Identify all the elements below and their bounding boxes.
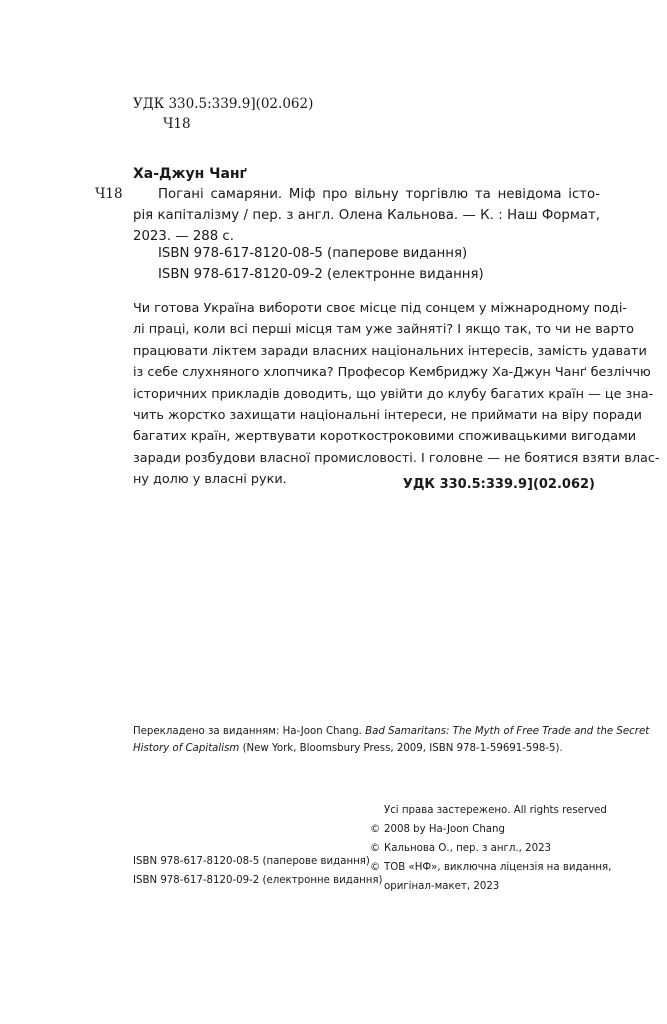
catalog-author-sign: Ч18 xyxy=(95,186,123,202)
annotation-line: лі праці, коли всі перші місця там уже зайняті? І якщо так, то чи не варто xyxy=(133,322,635,338)
rights-block xyxy=(370,801,611,896)
copyright-translator: Кальнова О., пер. з англ., 2023 xyxy=(384,843,552,854)
isbn-block xyxy=(133,852,383,890)
annotation-line: історичних прикладів доводить, що увійти до клубу багатих країн — це зна- xyxy=(133,386,654,402)
translated-from-line xyxy=(133,740,598,757)
catalog-entry-line: Погані самаряни. Міф про вільну торгівлю та невідома істо- xyxy=(158,187,600,202)
catalog-isbn-electronic: ISBN 978-617-8120-09-2 (електронне видання) xyxy=(158,267,484,282)
catalog-entry-line: 2023. — 288 с. xyxy=(133,229,234,244)
catalog-entry-line: рія капіталізму / пер. з англ. Олена Кальнова. — К. : Наш Формат, xyxy=(133,208,600,223)
translated-from-line xyxy=(133,723,650,740)
catalog-entry xyxy=(133,184,600,247)
copyright-line xyxy=(370,820,611,839)
udk-classification: УДК 330.5:339.9](02.062) xyxy=(133,96,314,112)
annotation-line: Чи готова Україна виборoти своє місце під сонцем у міжнародному поді- xyxy=(133,301,628,316)
isbn-print: ISBN 978-617-8120-08-5 (паперове видання) xyxy=(133,856,370,867)
original-publication-details: (New York, Bloomsbury Press, 2009, ISBN 978-1-59691-598-5). xyxy=(239,743,563,754)
translated-from-prefix: Перекладено за виданням: Ha-Joon Chang. xyxy=(133,726,366,737)
copyright-author: 2008 by Ha-Joon Chang xyxy=(384,824,505,835)
original-title-part1: Bad Samaritans: The Myth of Free Trade and the Secret xyxy=(365,726,650,737)
annotation-line: із себе слухняного хлопчика? Професор Кембриджу Ха-Джун Чанґ безліччю xyxy=(133,365,651,381)
isbn-electronic: ISBN 978-617-8120-09-2 (електронне видання) xyxy=(133,875,383,886)
copyright-line xyxy=(370,839,611,858)
annotation-udk: УДК 330.5:339.9](02.062) xyxy=(402,477,595,492)
annotation-line: заради розбудови власної промисловості. І головне — не боятися взяти влас- xyxy=(133,450,660,466)
annotation-line: ну долю у власні руки. xyxy=(133,472,287,488)
annotation-text xyxy=(133,298,660,491)
copyright-line xyxy=(370,858,611,877)
annotation-line: багатих країн, жертвувати короткостроковими споживацькими вигодами xyxy=(133,429,637,445)
author-sign: Ч18 xyxy=(163,116,191,132)
annotation-line: працювати ліктем заради власних національних інтересів, замість удавати xyxy=(133,343,647,359)
catalog-isbn-print: ISBN 978-617-8120-08-5 (паперове видання) xyxy=(158,246,468,261)
copyright-symbol: © xyxy=(370,843,381,854)
copyright-symbol: © xyxy=(370,862,381,873)
translated-from-note xyxy=(133,723,650,757)
copyright-publisher: ТОВ «НФ», виключна ліцензія на видання, xyxy=(384,862,612,873)
annotation-line: чить жорстко захищати національні інтереси, не приймати на віру поради xyxy=(133,408,642,424)
catalog-author: Ха-Джун Чанґ xyxy=(133,166,247,182)
copyright-publisher-cont: оригінал-макет, 2023 xyxy=(384,881,500,892)
original-title-part2: History of Capitalism xyxy=(133,743,240,754)
rights-reserved: Усі права застережено. All rights reserved xyxy=(384,805,607,816)
copyright-symbol: © xyxy=(370,824,381,835)
